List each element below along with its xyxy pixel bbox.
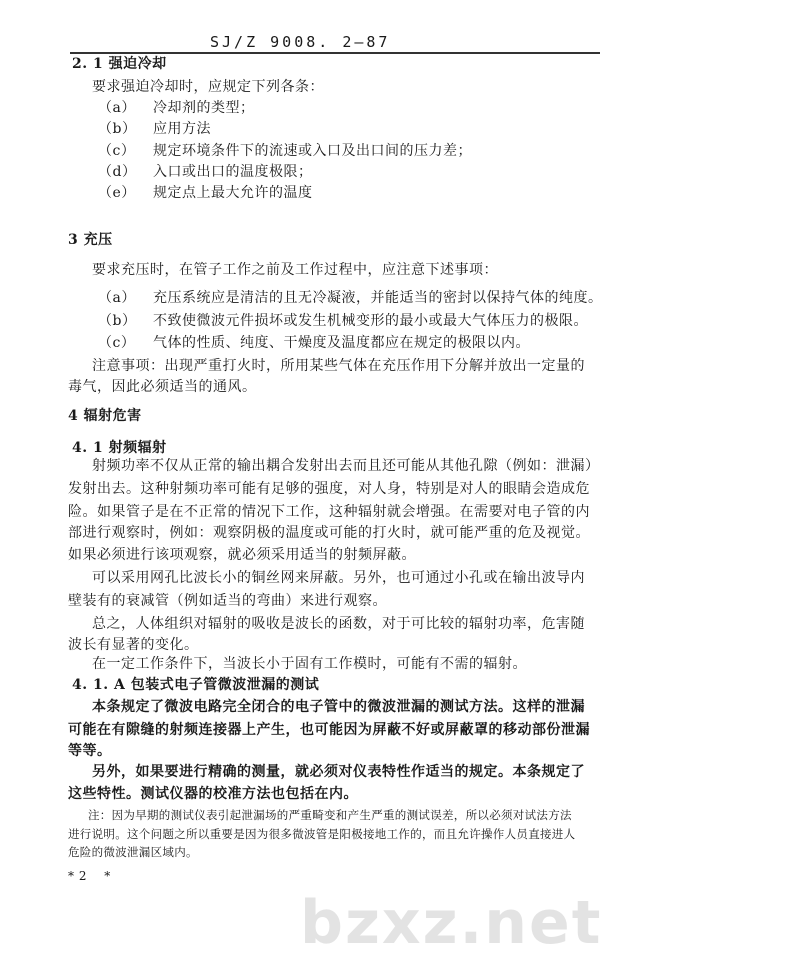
page-number: * 2 * <box>68 869 111 883</box>
list-item: （c） 气体的性质、纯度、干燥度及温度都应在规定的极限以内。 <box>98 335 530 351</box>
paragraph: 部进行观察时，例如：观察阴极的温度或可能的打火时，就可能严重的危及视觉。 <box>68 525 590 541</box>
paragraph: 射频功率不仅从正常的输出耦合发射出去而且还可能从其他孔隙（例如：泄漏） <box>92 458 600 474</box>
list-item: （b） 不致使微波元件损坏或发生机械变形的最小或最大气体压力的极限。 <box>98 313 588 329</box>
paragraph: 可以采用网孔比波长小的铜丝网来屏蔽。另外，也可通过小孔或在输出波导内 <box>92 570 585 586</box>
section-2-1-title: 2. 1 强迫冷却 <box>72 56 167 72</box>
list-item: （a） 充压系统应是清洁的且无冷凝液，并能适当的密封以保持气体的纯度。 <box>98 290 603 306</box>
paragraph: 发射出去。这种射频功率可能有足够的强度，对人身，特别是对人的眼睛会造成危 <box>68 481 590 497</box>
header-rule <box>70 52 600 54</box>
section-4-1-a-title: 4. 1. A 包装式电子管微波泄漏的测试 <box>72 677 320 693</box>
paragraph: 在一定工作条件下，当波长小于固有工作模时，可能有不需的辐射。 <box>92 656 527 672</box>
paragraph: 要求强迫冷却时，应规定下列各条： <box>92 79 324 95</box>
footnote: 进行说明。这个问题之所以重要是因为很多微波管是阳极接地工作的，而且允许操作人员直接进人 <box>68 827 576 841</box>
paragraph: 如果必须进行该项观察，就必须采用适当的射频屏蔽。 <box>68 547 416 563</box>
paragraph: 险。如果管子是在不正常的情况下工作，这种辐射就会增强。在需要对电子管的内 <box>68 504 590 520</box>
section-3-title: 3 充压 <box>68 232 113 248</box>
paragraph: 可能在有隙缝的射频连接器上产生，也可能因为屏蔽不好或屏蔽罩的移动部份泄漏 <box>68 722 590 738</box>
list-item: （b） 应用方法 <box>98 121 211 137</box>
document-header: SJ/Z 9008. 2—87 <box>210 33 391 51</box>
list-item: （a） 冷却剂的类型； <box>98 100 255 116</box>
paragraph: 另外，如果要进行精确的测量，就必须对仪表特性作适当的规定。本条规定了 <box>92 764 585 780</box>
footnote: 注：因为早期的测试仪表引起泄漏场的严重畸变和产生严重的测试误差，所以必须对试法方法 <box>88 808 572 822</box>
list-item: （e） 规定点上最大允许的温度 <box>98 185 313 201</box>
watermark: bzxz.net <box>300 888 603 958</box>
paragraph: 本条规定了微波电路完全闭合的电子管中的微波泄漏的测试方法。这样的泄漏 <box>92 699 585 715</box>
paragraph: 要求充压时，在管子工作之前及工作过程中，应注意下述事项： <box>92 262 498 278</box>
list-item: （c） 规定环境条件下的流速或入口及出口间的压力差； <box>98 143 472 159</box>
section-4-1-title: 4. 1 射频辐射 <box>72 440 167 456</box>
paragraph: 毒气，因此必须适当的通风。 <box>68 379 257 395</box>
paragraph: 总之，人体组织对辐射的吸收是波长的函数，对于可比较的辐射功率，危害随 <box>92 616 585 632</box>
paragraph: 壁装有的衰减管（例如适当的弯曲）来进行观察。 <box>68 593 387 609</box>
footnote: 危险的微波泄漏区域内。 <box>68 845 198 859</box>
paragraph: 这些特性。测试仪器的校准方法也包括在内。 <box>68 786 358 802</box>
paragraph: 波长有显著的变化。 <box>68 637 199 653</box>
paragraph: 等等。 <box>68 743 112 759</box>
list-item: （d） 入口或出口的温度极限； <box>98 164 313 180</box>
section-4-title: 4 辐射危害 <box>68 408 142 424</box>
paragraph: 注意事项：出现严重打火时，所用某些气体在充压作用下分解并放出一定量的 <box>92 358 585 374</box>
